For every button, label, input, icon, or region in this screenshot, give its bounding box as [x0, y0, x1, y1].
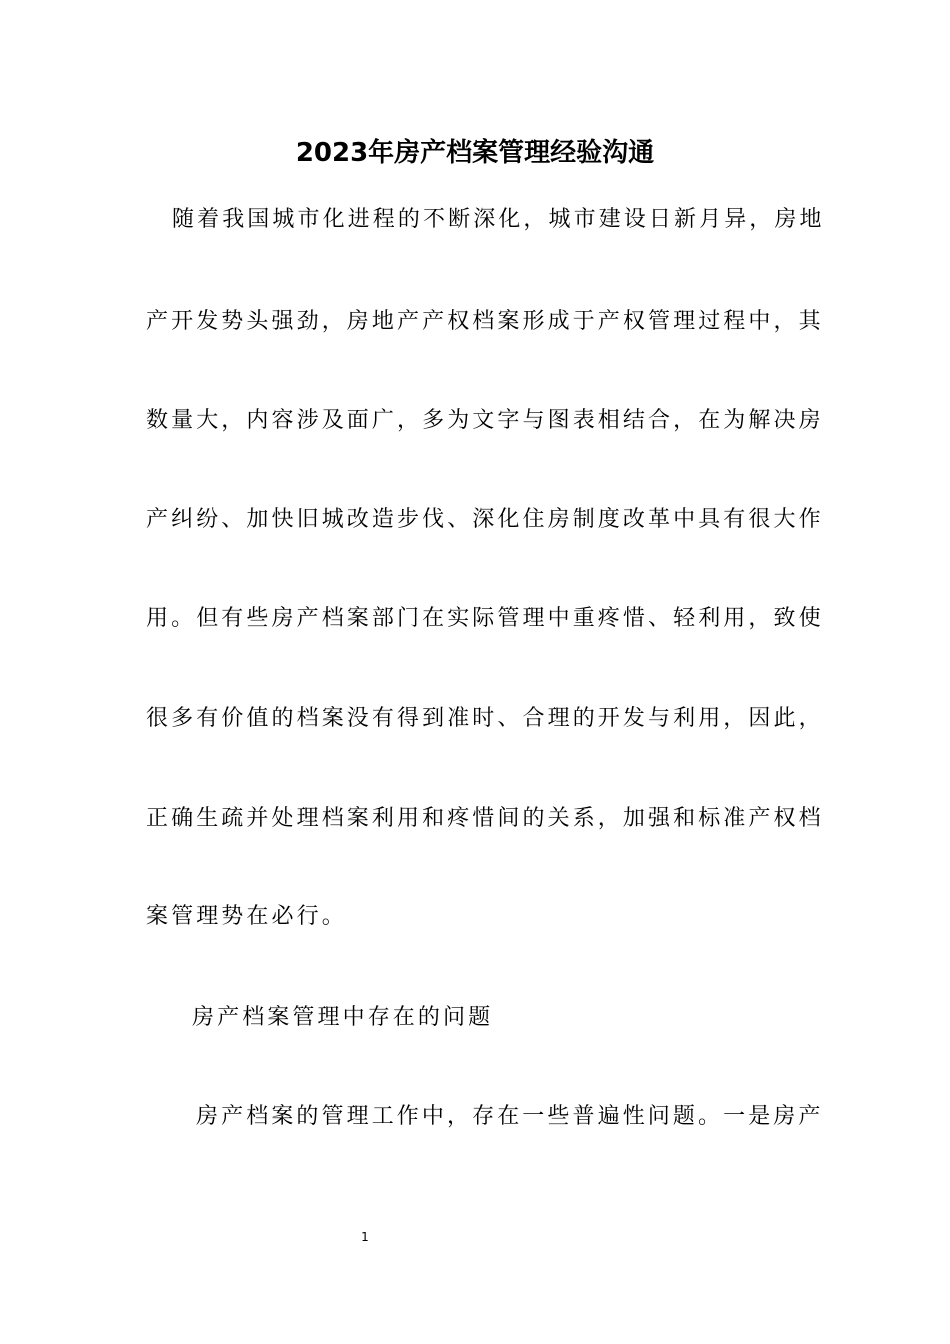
document-title: 2023年房产档案管理经验沟通 — [295, 138, 655, 168]
body-line: 产纠纷、加快旧城改造步伐、深化住房制度改革中具有很大作 — [146, 507, 824, 532]
body-line: 随着我国城市化进程的不断深化，城市建设日新月异，房地 — [172, 207, 825, 232]
body-line: 正确生疏并处理档案利用和疼惜间的关系，加强和标准产权档 — [146, 806, 824, 831]
body-line: 用。但有些房产档案部门在实际管理中重疼惜、轻利用，致使 — [146, 606, 824, 631]
section-heading: 房产档案管理中存在的问题 — [192, 1005, 494, 1030]
body-line: 房产档案的管理工作中，存在一些普遍性问题。一是房产 — [196, 1104, 824, 1129]
body-line: 案管理势在必行。 — [146, 904, 347, 929]
body-line: 数量大，内容涉及面广，多为文字与图表相结合，在为解决房 — [146, 408, 824, 433]
page-number: 1 — [361, 1230, 369, 1244]
body-line: 产开发势头强劲，房地产产权档案形成于产权管理过程中，其 — [146, 309, 824, 334]
body-line: 很多有价值的档案没有得到准时、合理的开发与利用，因此， — [146, 706, 824, 731]
